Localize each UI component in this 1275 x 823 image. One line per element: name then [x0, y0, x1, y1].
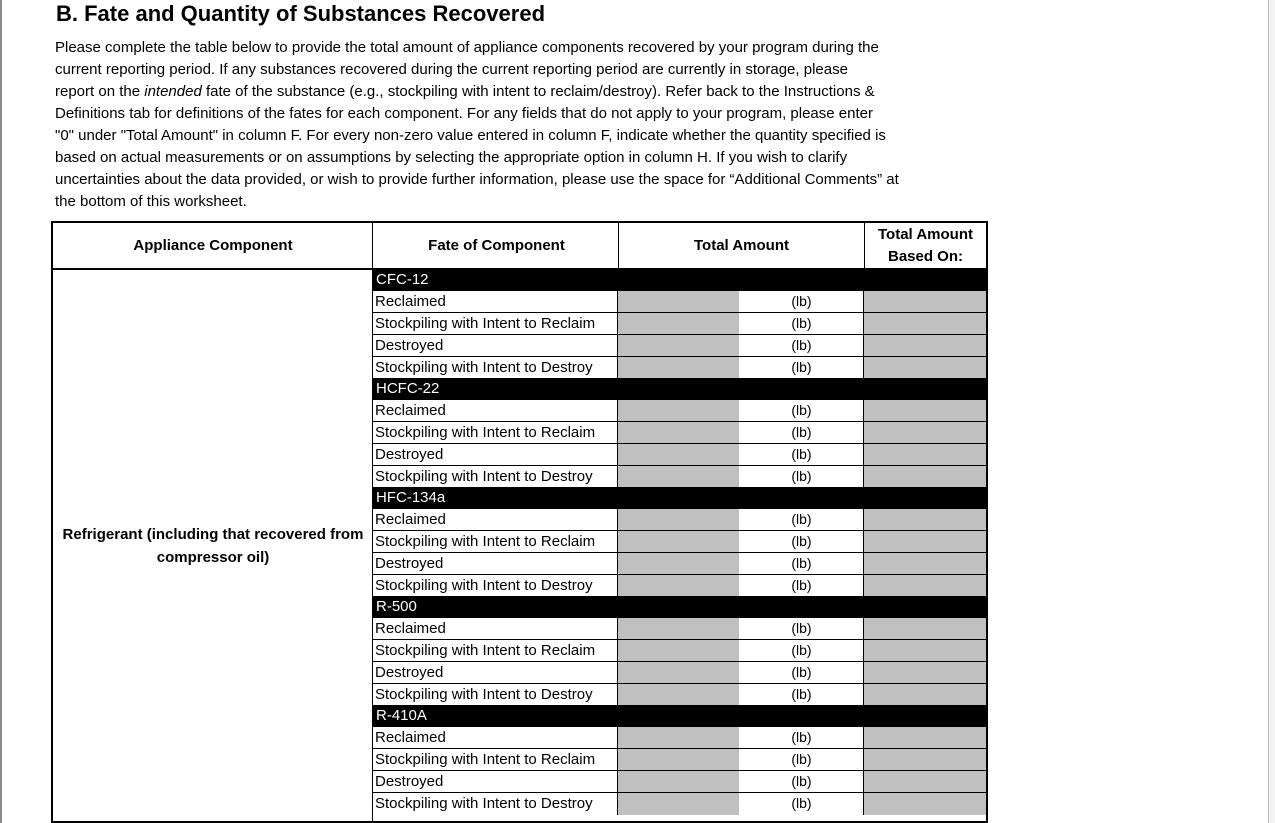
fate-label: Stockpiling with Intent to Destroy [373, 357, 618, 378]
unit-label: (lb) [740, 444, 864, 465]
fate-label: Destroyed [373, 444, 618, 465]
unit-label: (lb) [740, 335, 864, 356]
unit-label: (lb) [740, 509, 864, 530]
fate-label: Reclaimed [373, 400, 618, 421]
based-on-select[interactable] [864, 335, 986, 356]
based-on-select[interactable] [864, 291, 986, 312]
instructions-text: report on the [55, 83, 145, 100]
instructions-line: Please complete the table below to provide the total amount of appliance components recovered by your program during the [55, 39, 879, 56]
table-row [373, 749, 986, 771]
table-border [51, 221, 988, 223]
substance-header-r-410a: R-410A [373, 706, 986, 727]
unit-label: (lb) [740, 313, 864, 334]
total-amount-input[interactable] [618, 357, 740, 378]
unit-label: (lb) [740, 400, 864, 421]
unit-label: (lb) [740, 575, 864, 596]
instructions-line: the bottom of this worksheet. [55, 193, 247, 210]
total-amount-input[interactable] [618, 662, 740, 683]
table-row [373, 771, 986, 793]
based-on-select[interactable] [864, 553, 986, 574]
column-divider [864, 221, 865, 270]
based-on-select[interactable] [864, 793, 986, 815]
based-on-select[interactable] [864, 509, 986, 530]
based-on-select[interactable] [864, 357, 986, 378]
based-on-select[interactable] [864, 422, 986, 443]
fate-label: Stockpiling with Intent to Reclaim [373, 640, 618, 661]
fate-label: Reclaimed [373, 291, 618, 312]
based-on-select[interactable] [864, 618, 986, 639]
fate-label: Reclaimed [373, 509, 618, 530]
unit-label: (lb) [740, 466, 864, 487]
table-row [373, 466, 986, 488]
unit-label: (lb) [740, 291, 864, 312]
unit-label: (lb) [740, 684, 864, 705]
instructions-line: Definitions tab for definitions of the fates for each component. For any fields that do not apply to your program, please enter [55, 105, 873, 122]
unit-label: (lb) [740, 749, 864, 770]
substance-header-hfc-134a: HFC-134a [373, 488, 986, 509]
fate-label: Stockpiling with Intent to Reclaim [373, 749, 618, 770]
fate-label: Reclaimed [373, 618, 618, 639]
table-row [373, 640, 986, 662]
fate-label: Destroyed [373, 771, 618, 792]
table-row [373, 509, 986, 531]
instructions-emphasis: intended [144, 83, 202, 100]
total-amount-input[interactable] [618, 291, 740, 312]
substance-header-hcfc-22: HCFC-22 [373, 379, 986, 400]
table-row [373, 291, 986, 313]
total-amount-input[interactable] [618, 400, 740, 421]
total-amount-input[interactable] [618, 313, 740, 334]
unit-label: (lb) [740, 422, 864, 443]
recovery-table [51, 221, 988, 823]
header-fate-of-component: Fate of Component [428, 236, 565, 254]
total-amount-input[interactable] [618, 335, 740, 356]
fate-label: Stockpiling with Intent to Reclaim [373, 313, 618, 334]
total-amount-input[interactable] [618, 553, 740, 574]
fate-label: Stockpiling with Intent to Destroy [373, 466, 618, 487]
total-amount-input[interactable] [618, 422, 740, 443]
based-on-select[interactable] [864, 313, 986, 334]
window-left-edge [0, 0, 2, 823]
column-divider [372, 221, 373, 823]
unit-label: (lb) [740, 771, 864, 792]
instructions-text: fate of the substance (e.g., stockpiling with intent to reclaim/destroy). Refer back to the Instructions & [201, 83, 875, 100]
window-right-gutter [1269, 0, 1275, 823]
unit-label: (lb) [740, 662, 864, 683]
table-row [373, 313, 986, 335]
total-amount-input[interactable] [618, 531, 740, 552]
based-on-select[interactable] [864, 640, 986, 661]
table-border [51, 221, 53, 823]
substance-header-r-500: R-500 [373, 597, 986, 618]
total-amount-input[interactable] [618, 749, 740, 770]
header-based-on-line: Total Amount [878, 225, 973, 243]
table-row [373, 531, 986, 553]
unit-label: (lb) [740, 531, 864, 552]
table-row [373, 575, 986, 597]
table-row [373, 553, 986, 575]
table-row [373, 727, 986, 749]
header-total-amount-based-on [865, 223, 986, 268]
unit-label: (lb) [740, 793, 864, 815]
table-row [373, 684, 986, 706]
fate-label: Destroyed [373, 662, 618, 683]
table-row [373, 793, 986, 815]
total-amount-input[interactable] [618, 575, 740, 596]
fate-label: Stockpiling with Intent to Reclaim [373, 531, 618, 552]
total-amount-input[interactable] [618, 466, 740, 487]
appliance-component-label: Refrigerant (including that recovered from compressor oil) [62, 525, 364, 566]
total-amount-input[interactable] [618, 727, 740, 748]
table-row [373, 335, 986, 357]
instructions-line: uncertainties about the data provided, or wish to provide further information, please use the space for “Additional Comments” at [55, 171, 899, 188]
column-divider [618, 221, 619, 270]
total-amount-input[interactable] [618, 771, 740, 792]
total-amount-input[interactable] [618, 444, 740, 465]
based-on-select[interactable] [864, 771, 986, 792]
header-appliance-component: Appliance Component [133, 236, 293, 254]
total-amount-input[interactable] [618, 509, 740, 530]
fate-label: Destroyed [373, 335, 618, 356]
header-divider [51, 268, 988, 270]
fate-label: Reclaimed [373, 727, 618, 748]
instructions [55, 37, 990, 213]
instructions-line [55, 81, 990, 103]
unit-label: (lb) [740, 727, 864, 748]
total-amount-input[interactable] [618, 684, 740, 705]
instructions-line: "0" under "Total Amount" in column F. For every non-zero value entered in column F, indicate whether the quantity specified is [55, 127, 886, 144]
fate-label: Stockpiling with Intent to Reclaim [373, 422, 618, 443]
table-row [373, 422, 986, 444]
appliance-component-cell [53, 270, 373, 821]
instructions-line: based on actual measurements or on assumptions by selecting the appropriate option in column H. If you wish to clarify [55, 149, 848, 166]
unit-label: (lb) [740, 553, 864, 574]
total-amount-input[interactable] [618, 618, 740, 639]
based-on-select[interactable] [864, 662, 986, 683]
table-row [373, 400, 986, 422]
total-amount-input[interactable] [618, 640, 740, 661]
table-row [373, 662, 986, 684]
unit-label: (lb) [740, 357, 864, 378]
unit-label: (lb) [740, 618, 864, 639]
header-total-amount: Total Amount [694, 236, 789, 254]
total-amount-input[interactable] [618, 793, 740, 815]
based-on-select[interactable] [864, 400, 986, 421]
based-on-select[interactable] [864, 444, 986, 465]
table-row [373, 444, 986, 466]
section-title: B. Fate and Quantity of Substances Recovered [56, 1, 546, 26]
fate-label: Destroyed [373, 553, 618, 574]
header-based-on-line: Based On: [887, 247, 963, 265]
based-on-select[interactable] [864, 727, 986, 748]
table-row [373, 618, 986, 640]
fate-label: Stockpiling with Intent to Destroy [373, 793, 618, 815]
substance-header-cfc-12: CFC-12 [373, 270, 986, 291]
instructions-line: current reporting period. If any substances recovered during the current reporting period are currently in storage, please [55, 61, 848, 78]
table-border [986, 221, 988, 823]
based-on-select[interactable] [864, 684, 986, 705]
fate-label: Stockpiling with Intent to Destroy [373, 575, 618, 596]
based-on-select[interactable] [864, 531, 986, 552]
based-on-select[interactable] [864, 466, 986, 487]
unit-label: (lb) [740, 640, 864, 661]
based-on-select[interactable] [864, 749, 986, 770]
fate-label: Stockpiling with Intent to Destroy [373, 684, 618, 705]
based-on-select[interactable] [864, 575, 986, 596]
fate-rows [373, 270, 986, 821]
table-row [373, 357, 986, 379]
